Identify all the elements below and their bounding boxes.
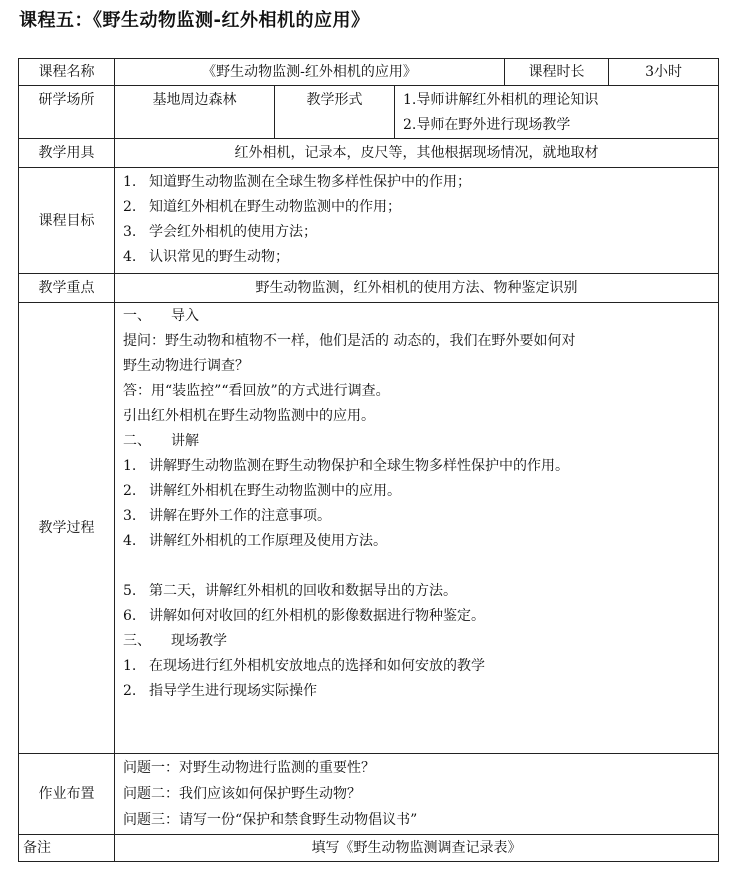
form-item: 2.导师在野外进行现场教学: [403, 117, 571, 133]
process-label: 教学过程: [19, 303, 115, 754]
tools-value: 红外相机，记录本，皮尺等，其他根据现场情况，就地取材: [115, 139, 719, 168]
list-item: 4. 认识常见的野生动物；: [123, 249, 289, 265]
row-focus: [19, 274, 719, 303]
section-heading: 三、 现场教学: [123, 633, 227, 649]
process-content: [115, 303, 719, 754]
homework-label: 作业布置: [19, 754, 115, 835]
note-value: 填写《野生动物监测调查记录表》: [115, 835, 719, 862]
list-item: 4. 讲解红外相机的工作原理及使用方法。: [123, 533, 387, 549]
question-line: 野生动物进行调查？: [123, 358, 249, 374]
goals-list: [115, 168, 719, 274]
list-item: 问题三：请写一份“保护和禁食野生动物倡议书”: [123, 812, 418, 828]
row-course-name: [19, 59, 719, 86]
tools-label: 教学用具: [19, 139, 115, 168]
site-label: 研学场所: [19, 86, 115, 139]
row-process: [19, 303, 719, 754]
note-label: 备注: [19, 835, 115, 862]
list-item: 5. 第二天，讲解红外相机的回收和数据导出的方法。: [123, 583, 457, 599]
form-items: [395, 86, 719, 139]
list-item: 3. 讲解在野外工作的注意事项。: [123, 508, 331, 524]
focus-label: 教学重点: [19, 274, 115, 303]
list-item: 问题二：我们应该如何保护野生动物？: [123, 786, 361, 802]
list-item: 1. 讲解野生动物监测在野生动物保护和全球生物多样性保护中的作用。: [123, 458, 569, 474]
list-item: 问题一：对野生动物进行监测的重要性？: [123, 760, 375, 776]
site-value: 基地周边森林: [115, 86, 275, 139]
course-name-value: 《野生动物监测-红外相机的应用》: [115, 59, 505, 86]
answer-line: 答：用“装监控”“看回放”的方式进行调查。: [123, 383, 390, 399]
row-goals: [19, 168, 719, 274]
homework-list: [115, 754, 719, 835]
row-note: [19, 835, 719, 862]
duration-label: 课程时长: [505, 59, 609, 86]
question-line: 提问：野生动物和植物不一样，他们是活的 动态的，我们在野外要如何对: [123, 333, 576, 349]
goals-label: 课程目标: [19, 168, 115, 274]
list-item: 2. 讲解红外相机在野生动物监测中的应用。: [123, 483, 401, 499]
lead-line: 引出红外相机在野生动物监测中的应用。: [123, 408, 375, 424]
row-homework: [19, 754, 719, 835]
course-name-label: 课程名称: [19, 59, 115, 86]
list-item: 2. 知道红外相机在野生动物监测中的作用；: [123, 199, 401, 215]
row-tools: [19, 139, 719, 168]
list-item: 2. 指导学生进行现场实际操作: [123, 683, 317, 699]
list-item: 6. 讲解如何对收回的红外相机的影像数据进行物种鉴定。: [123, 608, 485, 624]
duration-value: 3小时: [609, 59, 719, 86]
form-item: 1.导师讲解红外相机的理论知识: [403, 92, 599, 108]
section-heading: 二、 讲解: [123, 433, 199, 449]
page-title: 课程五：《野生动物监测-红外相机的应用》: [19, 10, 370, 31]
row-site: [19, 86, 719, 139]
list-item: 1. 在现场进行红外相机安放地点的选择和如何安放的教学: [123, 658, 485, 674]
list-item: 1. 知道野生动物监测在全球生物多样性保护中的作用；: [123, 174, 471, 190]
list-item: 3. 学会红外相机的使用方法；: [123, 224, 317, 240]
form-label: 教学形式: [275, 86, 395, 139]
blank-line: [123, 554, 712, 579]
course-table: [18, 58, 719, 862]
section-heading: 一、 导入: [123, 308, 199, 324]
focus-value: 野生动物监测，红外相机的使用方法、物种鉴定识别: [115, 274, 719, 303]
